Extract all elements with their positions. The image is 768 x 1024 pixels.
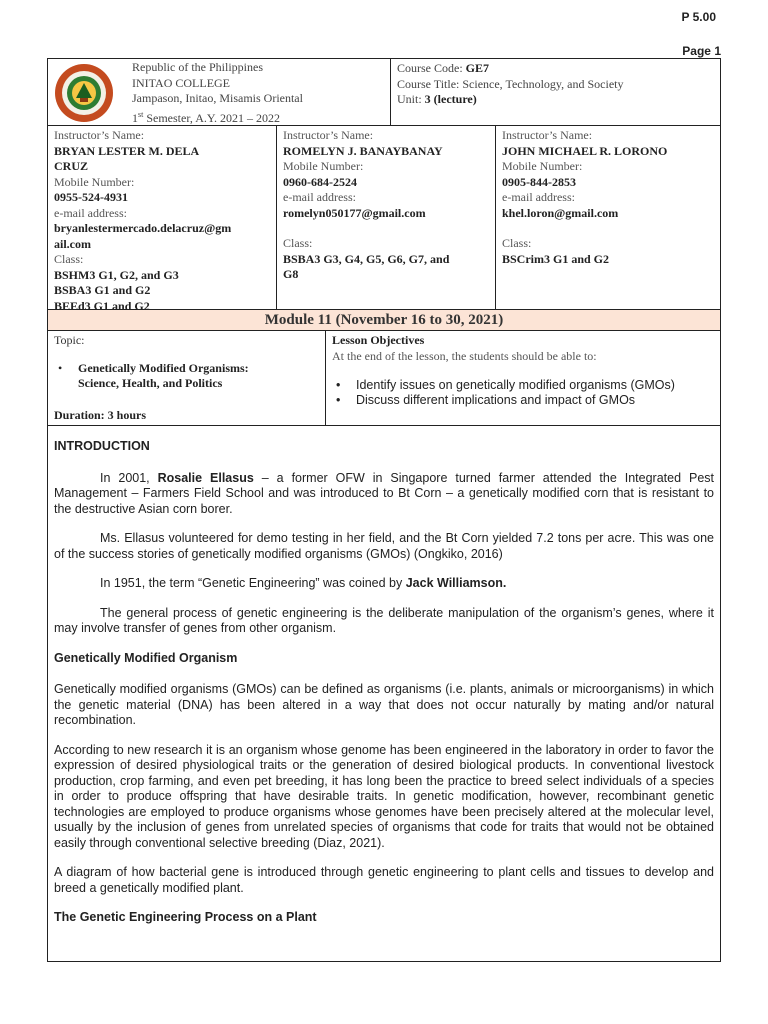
topic-item: • Genetically Modified Organisms: Science, Health, and Politics <box>54 361 319 391</box>
college-seal-logo <box>54 63 114 123</box>
page-number: Page 1 <box>682 44 721 58</box>
instructor-card-2: Instructor’s Name: ROMELYN J. BANAYBANAY Mobile Number: 0960-684-2524 e-mail address: romelyn050177@gmail.com Class: BSBA3 G3, G4, G5, G6, G7, and G8 <box>277 126 496 309</box>
objectives-cell <box>326 331 720 425</box>
instructor-name: ROMELYN J. BANAYBANAY <box>283 143 443 158</box>
intro-paragraph-4: The general process of genetic engineering is the deliberate manipulation of the organism’s genes, where it may involve transfer of genes from other organism. <box>54 605 714 635</box>
gmo-paragraph-2: According to new research it is an organism whose genome has been engineered in the laboratory in order to favor the expression of desired physiological traits or the generation of desired biological products. In conventional livestock production, crop farming, and even pet breeding, it has long been the practice to breed select individuals of a species in order to produce offspring that have desirable traits. In genetic modification, however, recombinant genetic technologies are employed to produce organisms whose genomes have been precisely altered at the molecular level, usually by the inclusion of genes from unrelated species of organisms that code for traits that would not be obtained easily through conventional selective breeding (Diaz, 2021). <box>54 742 714 850</box>
objective-item: • Identify issues on genetically modified organisms (GMOs) <box>332 378 714 393</box>
header-row <box>48 59 720 126</box>
instructor-email[interactable]: khel.loron@gmail.com <box>502 205 619 220</box>
objectives-label: Lesson Objectives <box>332 333 425 347</box>
gmo-paragraph-3: A diagram of how bacterial gene is introduced through genetic engineering to plant cells and tissues to develop and breed a genetically modified plant. <box>54 865 714 895</box>
intro-paragraph-2: Ms. Ellasus volunteered for demo testing in her field, and the Bt Corn yielded 7.2 tons per acre. This was one of the success stories of genetically modified organisms (GMOs) (Ongkiko, 2016) <box>54 531 714 561</box>
college-address: Jampason, Initao, Misamis Oriental <box>132 91 303 105</box>
instructor-name: BRYAN LESTER M. DELA <box>54 143 200 158</box>
instructor-email[interactable]: bryanlestermercado.delacruz@gm <box>54 221 232 235</box>
instructor-email[interactable]: romelyn050177@gmail.com <box>283 205 426 220</box>
institution-cell <box>48 59 391 125</box>
instructor-name: JOHN MICHAEL R. LORONO <box>502 143 668 158</box>
objectives-intro: At the end of the lesson, the students should be able to: <box>332 348 597 363</box>
college-name: INITAO COLLEGE <box>132 75 231 90</box>
price-label: P 5.00 <box>681 10 716 24</box>
introduction-heading: INTRODUCTION <box>54 439 150 453</box>
lesson-content <box>48 426 720 942</box>
semester-line: 1st Semester, A.Y. 2021 – 2022 <box>132 109 280 125</box>
module-sheet <box>47 58 721 962</box>
instructor-card-3: Instructor’s Name: JOHN MICHAEL R. LORONO Mobile Number: 0905-844-2853 e-mail address: khel.loron@gmail.com Class: BSCrim3 G1 and G2 <box>496 126 720 309</box>
process-heading: The Genetic Engineering Process on a Plant <box>54 910 317 924</box>
intro-paragraph-3: In 1951, the term “Genetic Engineering” was coined by Jack Williamson. <box>100 576 507 590</box>
course-title: Course Title: Science, Technology, and Society <box>397 76 624 91</box>
gmo-paragraph-1: Genetically modified organisms (GMOs) can be defined as organisms (i.e. plants, animals or microorganisms) in which the genetic material (DNA) has been altered in a way that does not occur naturally by mating and/or natural recombination. <box>54 682 714 727</box>
objective-item: • Discuss different implications and impact of GMOs <box>332 393 714 408</box>
topic-objectives-row <box>48 331 720 426</box>
course-code: Course Code: GE7 <box>397 61 490 75</box>
instructor-card-1: Instructor’s Name: BRYAN LESTER M. DELA CRUZ Mobile Number: 0955-524-4931 e-mail address: bryanlestermercado.delacruz@gm ail.com Class: BSHM3 G1, G2, and G3 BSBA3 G1 and G2 BEEd3 G1 and G2 <box>48 126 277 309</box>
instructor-mobile: 0960-684-2524 <box>283 174 357 189</box>
topic-label: Topic: <box>54 333 85 347</box>
intro-paragraph-1: In 2001, Rosalie Ellasus – a former OFW in Singapore turned farmer attended the Integrated Pest Management – Farmers Field School and was introduced to Bt Corn – a genetically modified corn that is resistant to the destructive Asian corn borer. <box>54 470 715 516</box>
instructor-mobile: 0955-524-4931 <box>54 190 128 204</box>
course-unit: Unit: 3 (lecture) <box>397 92 477 106</box>
instructor-mobile: 0905-844-2853 <box>502 174 576 189</box>
module-title: Module 11 (November 16 to 30, 2021) <box>264 312 504 328</box>
instructors-row <box>48 126 720 310</box>
topic-cell <box>48 331 326 425</box>
duration-label: Duration: 3 hours <box>54 407 147 422</box>
objectives-list <box>332 378 714 407</box>
republic-line: Republic of the Philippines <box>132 60 263 74</box>
module-title-band <box>48 310 720 331</box>
gmo-heading: Genetically Modified Organism <box>54 650 238 665</box>
course-info-cell <box>391 59 720 125</box>
